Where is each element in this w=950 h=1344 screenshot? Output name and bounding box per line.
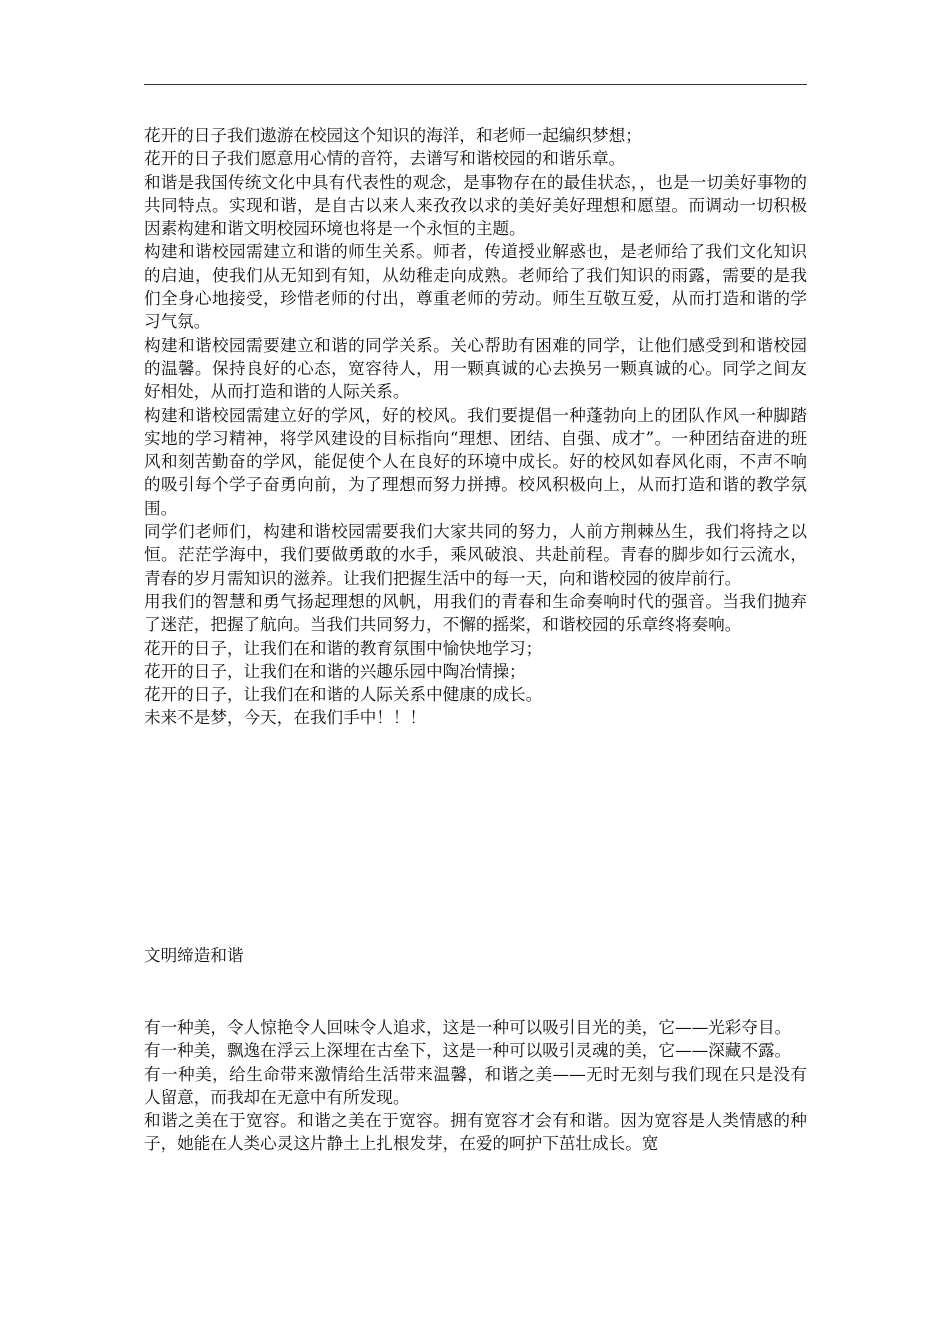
paragraph: 未来不是梦，今天，在我们手中！！！ bbox=[144, 708, 427, 728]
paragraph: 和谐是我国传统文化中具有代表性的观念，是事物存在的最佳状态，，也是一切美好事物的共同特点。实现和谐，是自古以来人来孜孜以求的美好美好理想和愿望。而调动一切积极因素构建和谐文明校园环境也将是一个永恒的主题。 bbox=[144, 172, 807, 239]
section-title: 文明缔造和谐 bbox=[144, 946, 244, 965]
header-rule bbox=[144, 84, 807, 85]
paragraph: 花开的日子我们愿意用心情的音符，去谱写和谐校园的和谐乐章。 bbox=[144, 149, 626, 169]
paragraph: 和谐之美在于宽容。和谐之美在于宽容。拥有宽容才会有和谐。因为宽容是人类情感的种子，她能在人类心灵这片静土上扎根发芽，在爱的呵护下茁壮成长。宽 bbox=[144, 1111, 807, 1154]
paragraph: 花开的日子，让我们在和谐的教育氛围中愉快地学习； bbox=[144, 638, 543, 658]
paragraph: 花开的日子，让我们在和谐的人际关系中健康的成长。 bbox=[144, 685, 543, 705]
body-text-part-1 bbox=[144, 124, 807, 730]
paragraph: 同学们老师们，构建和谐校园需要我们大家共同的努力，人前方荆棘丛生，我们将持之以恒。茫茫学海中，我们要做勇敢的水手，乘风破浪、共赴前程。青春的脚步如行云流水，青春的岁月需知识的滋养。让我们把握生活中的每一天，向和谐校园的彼岸前行。 bbox=[144, 522, 807, 588]
body-text-part-2 bbox=[144, 1016, 807, 1156]
paragraph: 构建和谐校园需建立好的学风，好的校风。我们要提倡一种蓬勃向上的团队作风一种脚踏实地的学习精神，将学风建设的目标指向“理想、团结、自强、成才”。一种团结奋进的班风和刻苦勤奋的学风，能促使个人在良好的环境中成长。好的校风如春风化雨，不声不响的吸引每个学子奋勇向前，为了理想而努力拼搏。校风积极向上，从而打造和谐的教学氛围。 bbox=[144, 405, 807, 518]
paragraph: 有一种美，令人惊艳令人回味令人追求，这是一种可以吸引目光的美，它——光彩夺目。 bbox=[144, 1018, 792, 1037]
paragraph: 花开的日子，让我们在和谐的兴趣乐园中陶冶情操； bbox=[144, 661, 526, 681]
paragraph: 有一种美，给生命带来激情给生活带来温馨，和谐之美——无时无刻与我们现在只是没有人留意，而我却在无意中有所发现。 bbox=[144, 1064, 807, 1107]
paragraph: 构建和谐校园需建立和谐的师生关系。师者，传道授业解惑也，是老师给了我们文化知识的启迪，使我们从无知到有知，从幼稚走向成熟。老师给了我们知识的雨露，需要的是我们全身心地接受，珍惜老师的付出，尊重老师的劳动。师生互敬互爱，从而打造和谐的学习气氛。 bbox=[144, 242, 807, 332]
paragraph: 有一种美，飘逸在浮云上深埋在古垒下，这是一种可以吸引灵魂的美，它——深藏不露。 bbox=[144, 1041, 792, 1061]
paragraph: 构建和谐校园需要建立和谐的同学关系。关心帮助有困难的同学，让他们感受到和谐校园的温馨。保持良好的心态，宽容待人，用一颗真诚的心去换另一颗真诚的心。同学之间友好相处，从而打造和谐的人际关系。 bbox=[144, 335, 807, 402]
paragraph: 花开的日子我们遨游在校园这个知识的海洋，和老师一起编织梦想； bbox=[144, 126, 642, 145]
paragraph: 用我们的智慧和勇气扬起理想的风帆，用我们的青春和生命奏响时代的强音。当我们抛弃了迷茫，把握了航向。当我们共同努力，不懈的摇桨，和谐校园的乐章终将奏响。 bbox=[144, 591, 807, 635]
